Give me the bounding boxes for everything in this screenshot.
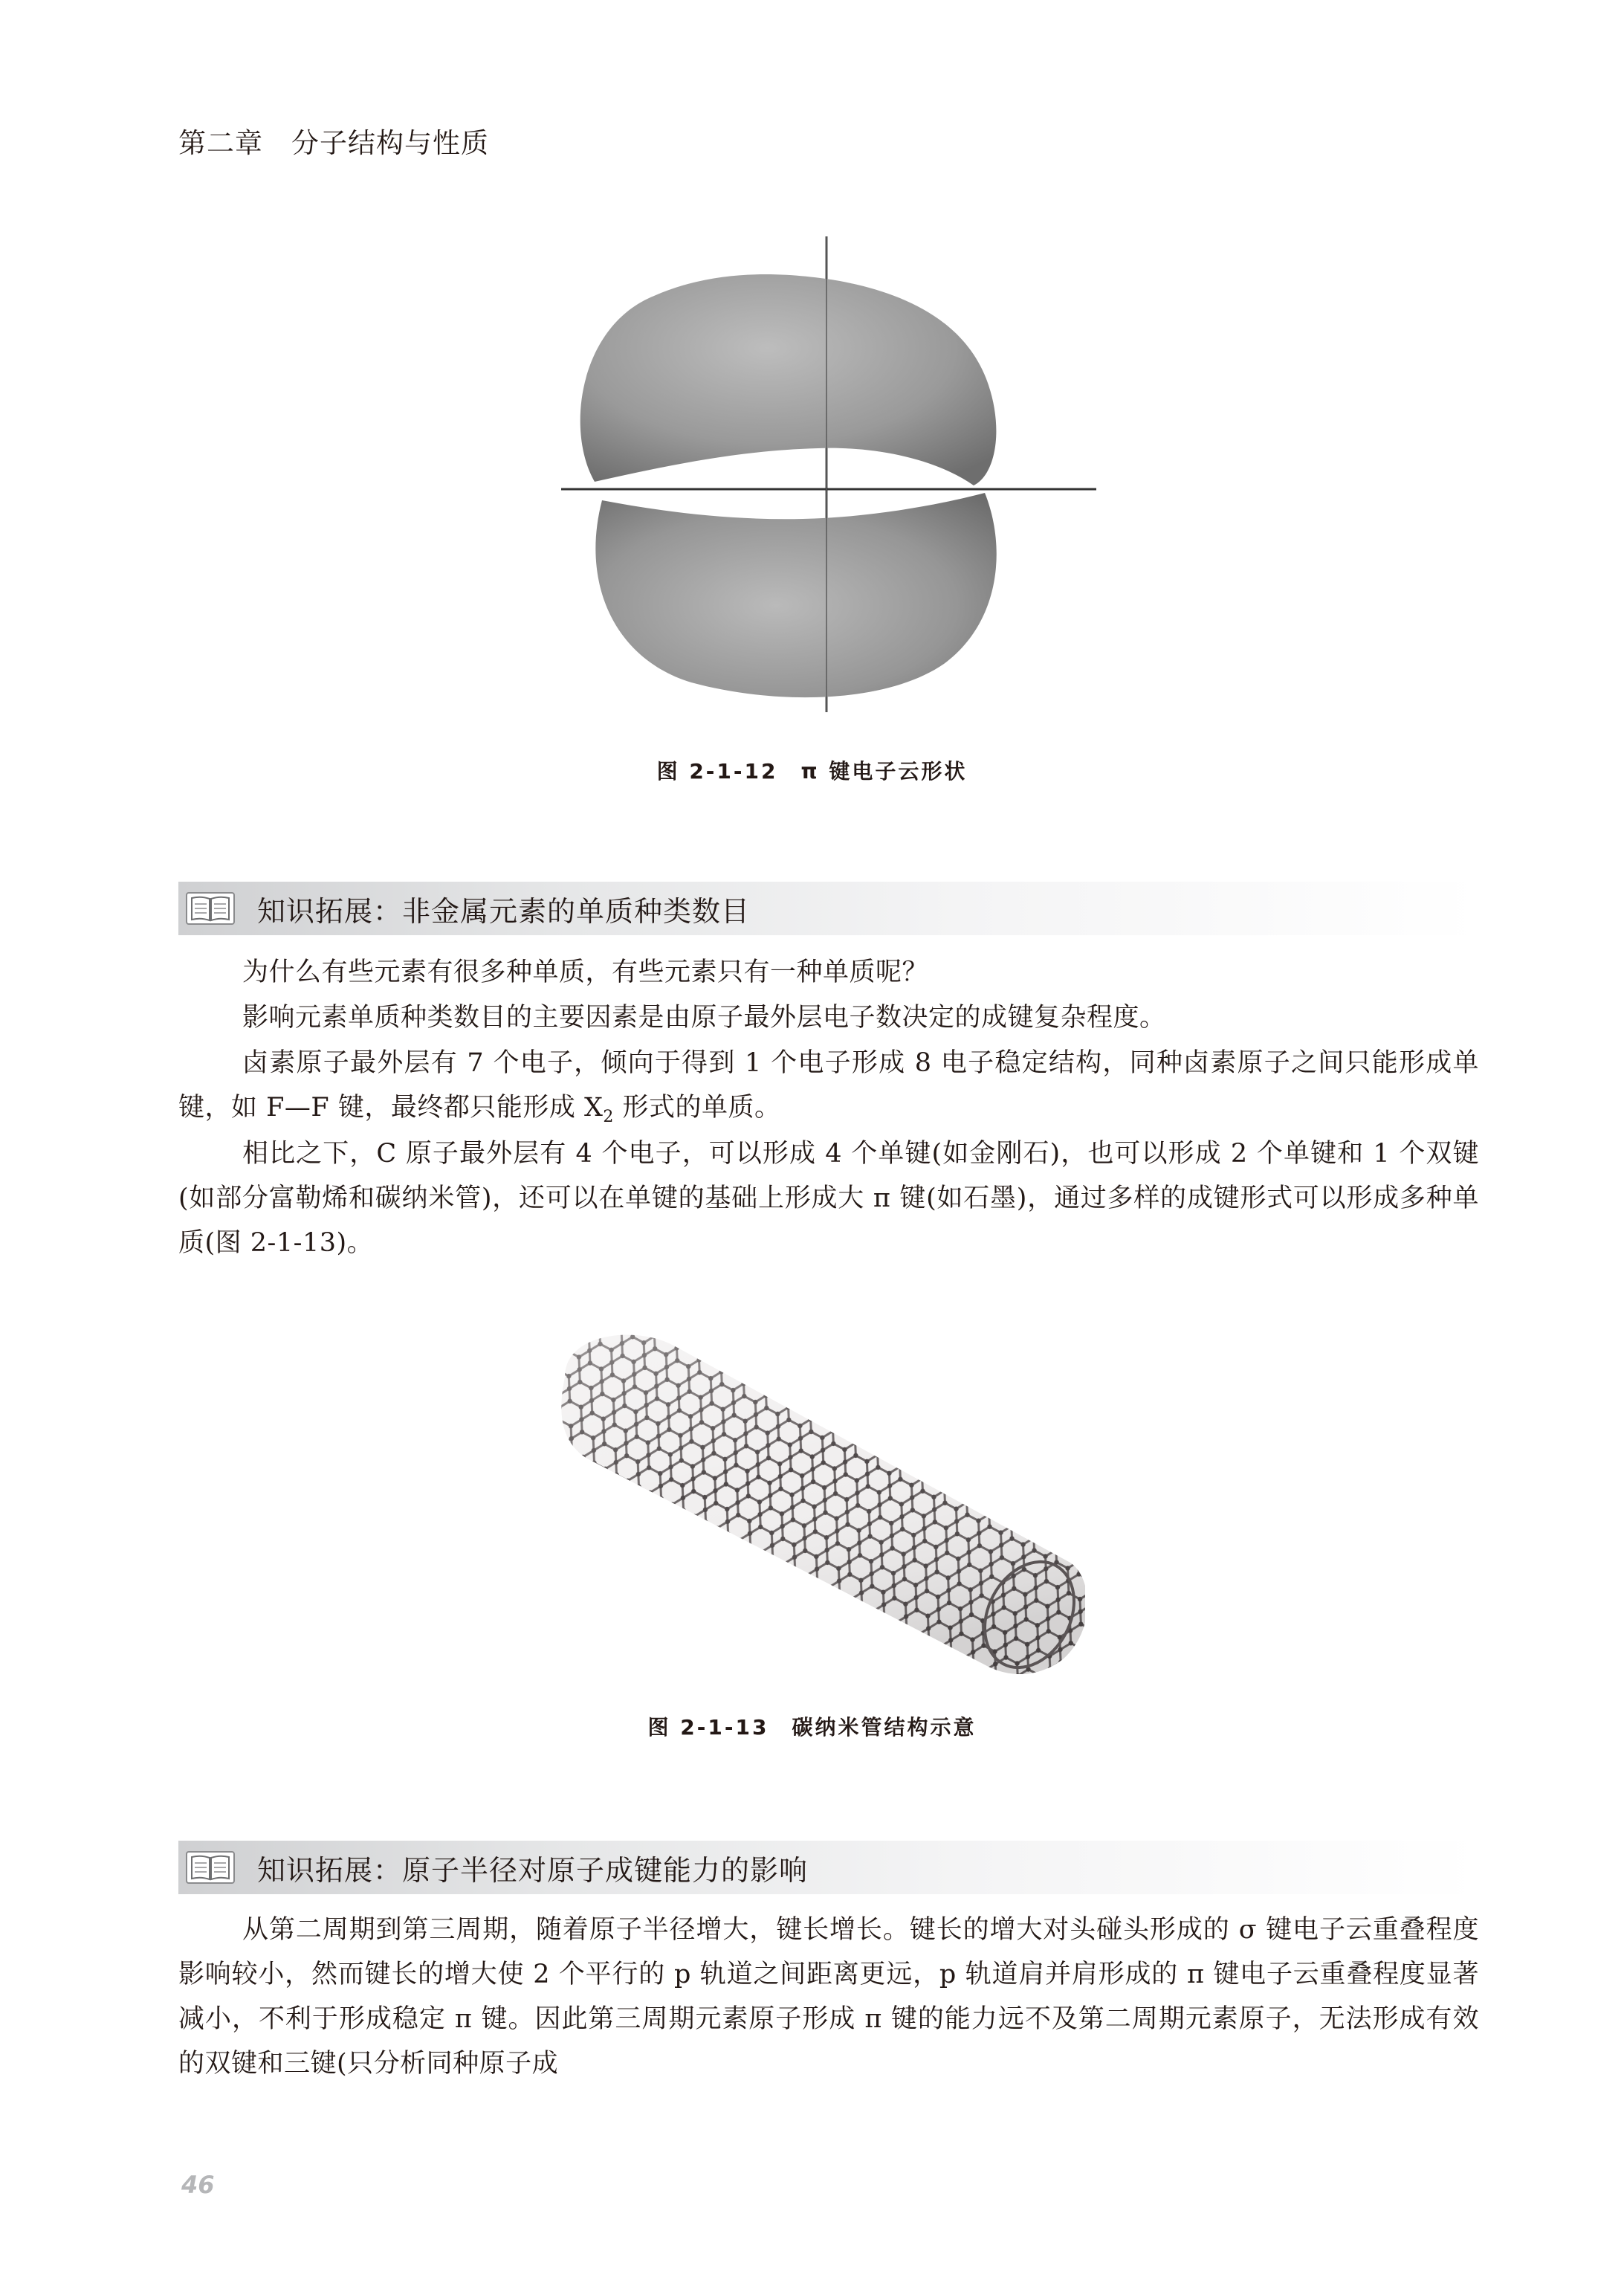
running-head: 第二章 分子结构与性质 xyxy=(178,127,489,159)
figure-caption-2-1-12: 图 2-1-12 π 键电子云形状 xyxy=(656,759,968,784)
section-header-nonmetal-allotropes xyxy=(178,882,1479,935)
paragraph: 为什么有些元素有很多种单质，有些元素只有一种单质呢？ xyxy=(242,958,929,987)
book-icon xyxy=(186,892,235,925)
section-title: 知识拓展：原子半径对原子成键能力的影响 xyxy=(257,1853,809,1887)
figure-caption-2-1-13: 图 2-1-13 碳纳米管结构示意 xyxy=(647,1715,977,1740)
section-header-atomic-radius xyxy=(178,1841,1479,1894)
paragraph-text: 卤素原子最外层有 7 个电子，倾向于得到 1 个电子形成 8 电子稳定结构，同种卤素原子之间只能形成单键，如 F—F 键，最终都只能形成 X xyxy=(178,1048,1479,1123)
paragraph xyxy=(178,1041,1479,1140)
paragraph: 相比之下，C 原子最外层有 4 个电子，可以形成 4 个单键(如金刚石)，也可以形成 2 个单键和 1 个双键(如部分富勒烯和碳纳米管)，还可以在单键的基础上形成大 π 键(如石墨)，通过多样的成键形式可以形成多种单质(图 2-1-13)。 xyxy=(178,1139,1479,1258)
page-number: 46 xyxy=(181,2171,215,2199)
subscript: 2 xyxy=(603,1108,614,1126)
carbon-nanotube-illustration xyxy=(550,1317,1085,1689)
paragraph: 影响元素单质种类数目的主要因素是由原子最外层电子数决定的成键复杂程度。 xyxy=(242,1003,1166,1033)
paragraph: 从第二周期到第三周期，随着原子半径增大，键长增长。键长的增大对头碰头形成的 σ 键电子云重叠程度影响较小，然而键长的增大使 2 个平行的 p 轨道之间距离更远，p 轨道肩并肩形成的 π 键电子云重叠程度显著减小，不利于形成稳定 π 键。因此第三周期元素原子形成 π 键的能力远不及第二周期元素原子，无法形成有效的双键和三键(只分析同种原子成 xyxy=(178,1915,1479,2079)
paragraph-text: 形式的单质。 xyxy=(613,1093,781,1123)
book-icon xyxy=(186,1851,235,1884)
section-title: 知识拓展：非金属元素的单质种类数目 xyxy=(257,894,751,928)
pi-bond-orbital-illustration xyxy=(550,236,1100,727)
